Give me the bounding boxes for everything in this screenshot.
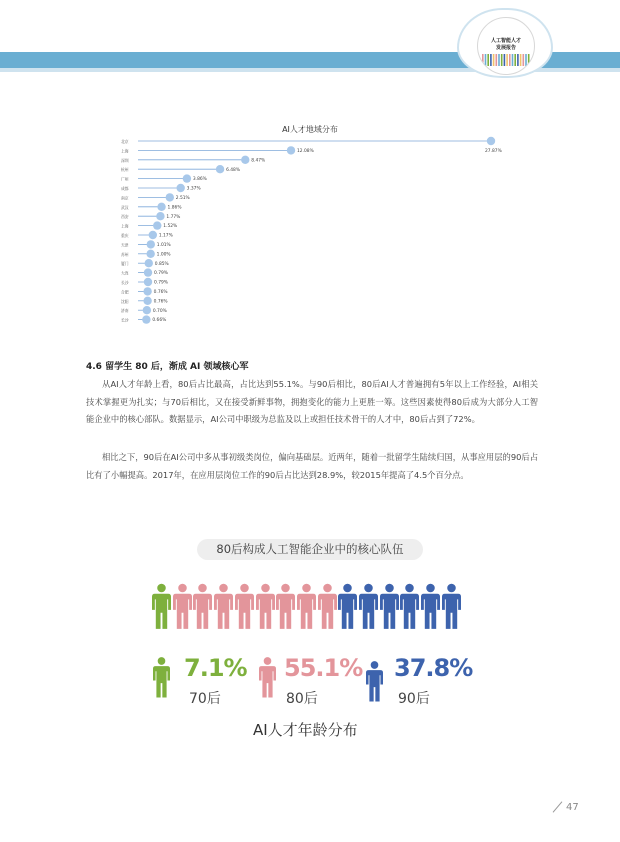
chart-data-point: [156, 212, 164, 220]
chart-category-label: 杭州: [121, 167, 129, 173]
person-figure-icon: [214, 583, 233, 631]
person-icon: [380, 583, 399, 635]
chart-data-point: [147, 240, 155, 248]
logo-text-line2: 发展报告: [495, 45, 516, 51]
stat-70-label: 70后: [189, 691, 221, 707]
chart-data-point: [143, 306, 151, 314]
chart-category-label: 西安: [121, 214, 129, 220]
chart-data-label: 1.17%: [158, 233, 173, 239]
region-chart: [0, 0, 620, 340]
chart-data-point: [241, 156, 249, 164]
chart-data-point: [176, 184, 184, 192]
chart-category-label: 广州: [121, 176, 129, 182]
chart-category-label: 成都: [121, 186, 129, 191]
stat-person-icon: [259, 656, 276, 704]
paragraph-1: 从AI人才年龄上看，80后占比最高，占比达到55.1%。与90后相比，80后AI人才普遍拥有5年以上工作经验，AI相关技术掌握更为扎实；与70后相比，又在接受新鲜事物，拥抱变化的能力上更胜一筹。这些因素使得80后成为大部分人工智能企业中的核心部队。数据显示，AI公司中职级为总监及以上或担任技术骨干的人才中，80后占到了72%。: [86, 379, 538, 424]
person-figure-icon: [256, 583, 275, 631]
stat-figure-icon: [153, 656, 170, 700]
person-figure-icon: [338, 583, 357, 631]
chart-category-label: 南京: [121, 195, 129, 201]
infographic-banner: 80后构成人工智能企业中的核心队伍: [197, 539, 423, 560]
chart-data-point: [166, 193, 174, 201]
person-figure-icon: [235, 583, 254, 631]
person-figure-icon: [193, 583, 212, 631]
chart-data-label: 0.76%: [153, 299, 168, 305]
person-icon: [276, 583, 295, 635]
chart-category-label: 上海: [121, 223, 129, 229]
chart-category-label: 北京: [121, 139, 129, 144]
person-icon: [400, 583, 419, 635]
chart-data-label: 1.86%: [167, 205, 182, 211]
person-icon: [359, 583, 378, 635]
chart-category-label: 济南: [121, 308, 129, 314]
chart-category-label: 深圳: [121, 157, 129, 163]
chart-data-point: [142, 315, 150, 323]
stat-70-value: 7.1%: [184, 654, 247, 682]
person-figure-icon: [400, 583, 419, 631]
chart-data-point: [487, 137, 495, 145]
chart-category-label: 沈阳: [121, 298, 129, 304]
chart-category-label: 上海: [121, 148, 129, 154]
person-icon: [173, 583, 192, 635]
stat-figure-icon: [366, 660, 383, 704]
stat-90-label: 90后: [398, 691, 430, 707]
logo-text-line1: 人工智能人才: [490, 38, 521, 44]
chart-data-label: 0.66%: [152, 318, 167, 324]
chart-data-point: [143, 287, 151, 295]
person-figure-icon: [442, 583, 461, 631]
stat-figure-icon: [259, 656, 276, 700]
chart-data-label: 1.01%: [156, 243, 171, 248]
person-icon: [214, 583, 233, 635]
person-figure-icon: [297, 583, 316, 631]
chart-data-label: 0.70%: [152, 308, 167, 314]
person-figure-icon: [276, 583, 295, 631]
person-icon: [256, 583, 275, 635]
chart-data-point: [144, 268, 152, 276]
person-figure-icon: [359, 583, 378, 631]
person-figure-icon: [152, 583, 171, 631]
chart-data-point: [183, 174, 191, 182]
chart-category-label: 长沙: [121, 280, 129, 285]
page-divider: [553, 801, 563, 812]
chart-data-label: 0.79%: [154, 271, 168, 277]
age-distribution-title: AI人才年龄分布: [253, 721, 358, 739]
stat-80-label: 80后: [286, 691, 318, 707]
chart-category-label: 天津: [121, 242, 129, 248]
chart-data-label: 2.51%: [175, 196, 190, 201]
person-icon: [152, 583, 171, 635]
paragraph-2: 相比之下，90后在AI公司中多从事初级类岗位，偏向基础层。近两年，随着一批留学生陆续归国，从事应用层的90后占比有了小幅提高。2017年，在应用层岗位工作的90后占比达到28.9%，较2015年提高了4.5个百分点。: [86, 452, 538, 480]
chart-data-label: 1.52%: [163, 224, 178, 230]
chart-data-point: [287, 146, 295, 154]
chart-data-label: 0.85%: [154, 261, 169, 267]
chart-data-label: 8.47%: [251, 158, 266, 164]
chart-data-label: 3.86%: [192, 177, 207, 183]
chart-data-point: [144, 278, 152, 286]
stat-person-icon: [153, 656, 170, 704]
chart-category-label: 大连: [121, 270, 129, 276]
person-icon: [297, 583, 316, 635]
page-number: 47: [566, 802, 579, 813]
person-figure-icon: [318, 583, 337, 631]
chart-category-label: 长沙: [121, 317, 129, 323]
chart-category-label: 武汉: [121, 204, 129, 210]
chart-title: AI人才地域分布: [282, 125, 338, 134]
stat-80-value: 55.1%: [284, 654, 363, 682]
chart-data-point: [149, 231, 157, 239]
chart-data-label: 1.77%: [166, 214, 181, 220]
chart-category-label: 合肥: [121, 289, 129, 295]
chart-data-point: [216, 165, 224, 173]
stat-90-value: 37.8%: [394, 654, 473, 682]
chart-data-label: 12.08%: [297, 149, 314, 154]
chart-data-label: 0.79%: [154, 280, 168, 286]
person-icon: [338, 583, 357, 635]
person-icon: [193, 583, 212, 635]
chart-data-label: 6.48%: [226, 167, 241, 173]
person-figure-icon: [380, 583, 399, 631]
person-icon: [235, 583, 254, 635]
chart-data-label: 1.00%: [156, 252, 171, 258]
person-icon: [442, 583, 461, 635]
chart-data-label: 0.76%: [153, 290, 168, 295]
chart-data-label: 27.87%: [485, 149, 502, 154]
person-icon: [421, 583, 440, 635]
chart-data-point: [143, 297, 151, 305]
person-figure-icon: [421, 583, 440, 631]
stat-person-icon: [366, 660, 383, 708]
chart-category-label: 苏州: [121, 251, 129, 257]
person-figure-icon: [173, 583, 192, 631]
chart-category-label: 厦门: [121, 261, 129, 267]
chart-data-point: [145, 259, 153, 267]
section-heading: 4.6 留学生 80 后，渐成 AI 领域核心军: [86, 362, 249, 372]
chart-data-point: [153, 221, 161, 229]
chart-category-label: 重庆: [121, 233, 129, 238]
chart-data-point: [157, 203, 165, 211]
chart-data-label: 3.37%: [186, 186, 201, 192]
person-icon: [318, 583, 337, 635]
chart-data-point: [146, 250, 154, 258]
